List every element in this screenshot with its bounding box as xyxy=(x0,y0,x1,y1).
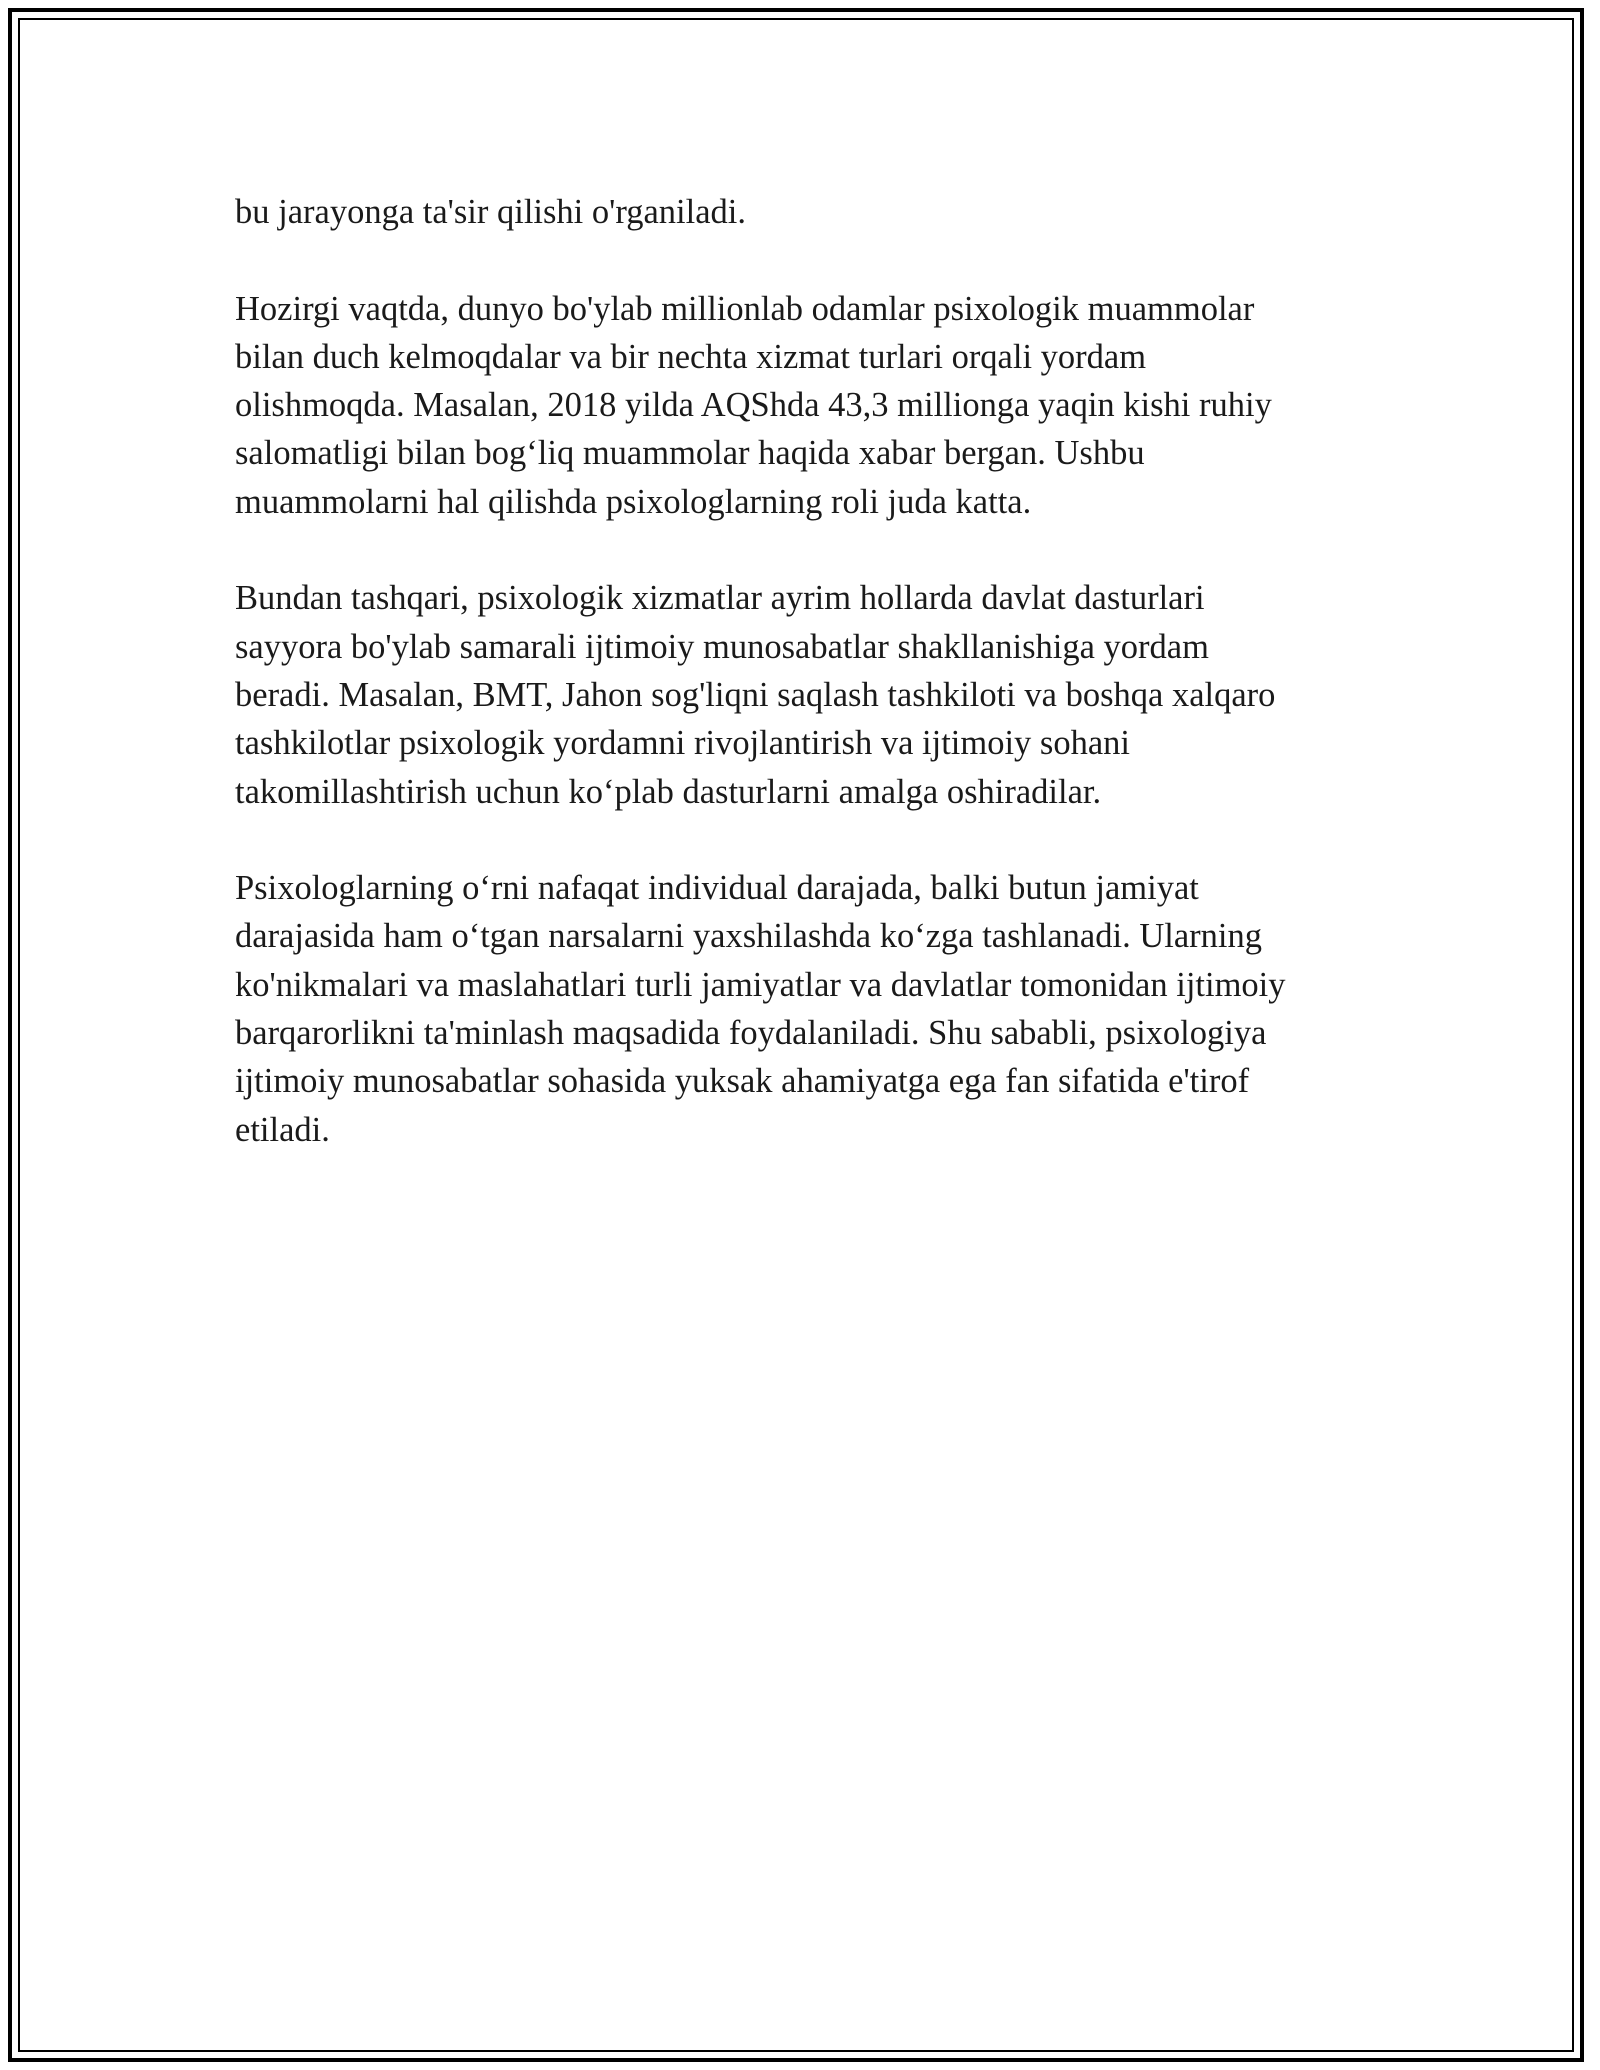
paragraph-2: Hozirgi vaqtda, dunyo bo'ylab millionlab odamlar psixologik muammolar bilan duch kelmoqdalar va bir nechta xizmat turlari orqali yordam olishmoqda. Masalan, 2018 yilda AQShda 43,3 millionga yaqin kishi ruhiy salomatligi bilan bog‘liq muammolar haqida xabar bergan. Ushbu muammolarni hal qilishda psixologlarning roli juda katta. xyxy=(235,289,1272,521)
paragraph-3: Bundan tashqari, psixologik xizmatlar ayrim hollarda davlat dasturlari sayyora bo'ylab samarali ijtimoiy munosabatlar shakllanishiga yordam beradi. Masalan, BMT, Jahon sog'liqni saqlash tashkiloti va boshqa xalqaro tashkilotlar psixologik yordamni rivojlantirish va ijtimoiy sohani takomillashtirish uchun ko‘plab dasturlarni amalga oshiradilar. xyxy=(235,579,1276,811)
paragraph-1: bu jarayonga ta'sir qilishi o'rganiladi. xyxy=(235,193,746,231)
document-body xyxy=(235,188,1365,1202)
paragraph-4: Psixologlarning o‘rni nafaqat individual darajada, balki butun jamiyat darajasida ham o‘tgan narsalarni yaxshilashda ko‘zga tashlanadi. Ularning ko'nikmalari va maslahatlari turli jamiyatlar va davlatlar tomonidan ijtimoiy barqarorlikni ta'minlash maqsadida foydalaniladi. Shu sababli, psixologiya ijtimoiy munosabatlar sohasida yuksak ahamiyatga ega fan sifatida e'tirof etiladi. xyxy=(235,869,1286,1149)
